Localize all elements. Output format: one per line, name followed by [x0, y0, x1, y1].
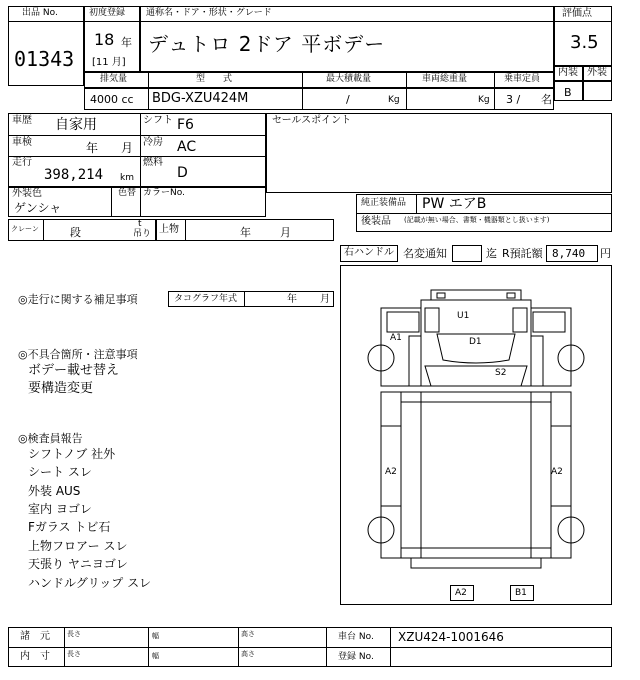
interior-grade: B	[564, 86, 572, 99]
inspection-month-unit: 月	[121, 141, 134, 155]
loading-label: 上物	[159, 224, 179, 235]
fuel-value: D	[177, 165, 188, 181]
exterior-label: 外装	[587, 67, 607, 78]
chassis-number: XZU424-1001646	[398, 630, 504, 644]
inspector-item: Fガラス トビ石	[28, 520, 111, 534]
spec-label-row	[84, 72, 554, 88]
car-name: デュトロ 2ドア 平ボデー	[148, 32, 386, 56]
truck-outline	[341, 266, 611, 604]
gross-weight-unit: Kg	[478, 95, 490, 105]
color-label: 外装色	[12, 188, 42, 199]
name-change-box	[452, 245, 482, 262]
driving-heading: ◎走行に関する補足事項	[18, 293, 138, 306]
inspector-item: 上物フロアー スレ	[28, 539, 128, 553]
crane-label: クレーン	[11, 225, 39, 233]
recycle-label: R預託額	[502, 247, 543, 260]
inspector-item: 天張り ヤニヨゴレ	[28, 557, 128, 571]
loading-year: 年	[240, 226, 251, 239]
score-label: 評価点	[562, 8, 592, 19]
ac-value: AC	[177, 139, 197, 155]
name-change-label: 名変通知	[403, 247, 447, 260]
mileage-unit: km	[120, 173, 134, 183]
aftermarket-label: 後装品	[361, 216, 391, 227]
interior-label: 内装	[558, 67, 578, 78]
history-value: 自家用	[55, 117, 97, 133]
reg-year-unit: 年	[121, 36, 132, 49]
equipment-value: PW エアB	[422, 196, 487, 212]
loading-month: 月	[280, 226, 291, 239]
height-label: 高さ	[241, 630, 255, 638]
name-change-suffix: 迄	[486, 247, 497, 260]
length-label: 長さ	[67, 650, 81, 658]
recycle-unit: 円	[600, 247, 611, 260]
displacement-label: 排気量	[100, 74, 128, 84]
sales-point-label: セールスポイント	[272, 115, 352, 126]
tachograph-label: タコグラフ年式	[174, 294, 238, 304]
damage-mark: S2	[495, 368, 507, 378]
displacement-value: 4000 cc	[90, 93, 134, 106]
width-label: 幅	[152, 652, 159, 660]
lot-label: 出品 No.	[22, 8, 58, 18]
inspector-item: 外装 AUS	[28, 484, 81, 498]
inspector-item: シート スレ	[28, 465, 92, 479]
inspector-item: 室内 ヨゴレ	[28, 502, 92, 516]
inspector-heading: ◎検査員報告	[18, 432, 83, 445]
damage-diagram	[340, 265, 612, 605]
defect-item: ボデー載せ替え	[28, 363, 120, 378]
inspector-item: ハンドルグリップ スレ	[28, 576, 152, 590]
shift-label: シフト	[143, 115, 173, 126]
damage-mark: A2	[551, 467, 563, 477]
first-reg-label: 初度登録	[89, 8, 126, 18]
right-handle: 右ハンドル	[344, 247, 394, 258]
reg-no-label: 登録 No.	[338, 652, 374, 662]
mileage-value: 398,214	[44, 167, 104, 183]
model-label: 型 式	[196, 74, 233, 84]
crane-hang: 吊り	[133, 229, 152, 239]
crane-ton: t	[138, 219, 142, 229]
crane-stage: 段	[70, 226, 81, 239]
lot-number: 01343	[14, 47, 75, 71]
spec-row-label: 諸 元	[20, 631, 50, 642]
max-load-label: 最大積載量	[326, 74, 372, 84]
max-load-unit: Kg	[388, 95, 400, 105]
tachograph-year: 年	[287, 294, 297, 305]
rear-mark: A2	[455, 588, 467, 598]
model-value: BDG-XZU424M	[152, 91, 249, 106]
inspection-label: 車検	[12, 137, 32, 148]
inspection-year-unit: 年	[86, 141, 99, 155]
capacity-unit: 名	[541, 93, 552, 106]
reg-year: 18	[94, 30, 115, 49]
history-label: 車歴	[12, 115, 32, 126]
defect-item: 要構造変更	[28, 381, 94, 396]
width-label: 幅	[152, 632, 159, 640]
shift-value: F6	[177, 117, 194, 133]
capacity-label: 乗車定員	[504, 74, 541, 84]
gross-weight-label: 車両総重量	[422, 74, 468, 84]
exterior-grade-cell	[583, 81, 612, 101]
mileage-label: 走行	[12, 157, 32, 168]
ac-label: 冷房	[143, 137, 163, 148]
max-load-slash: /	[346, 93, 350, 106]
recycle-amount: 8,740	[552, 247, 586, 260]
length-label: 長さ	[67, 630, 81, 638]
color-value: ゲンシャ	[14, 201, 62, 215]
inspector-item: シフトノブ 社外	[28, 447, 116, 461]
inner-row-label: 内 寸	[20, 651, 50, 662]
score-value: 3.5	[570, 32, 599, 53]
reg-month: [11 月]	[92, 57, 126, 68]
damage-mark: A1	[390, 333, 402, 343]
height-label: 高さ	[241, 650, 255, 658]
capacity-value: 3 /	[506, 93, 521, 106]
aftermarket-note: (記載が無い場合、書類・機器類とし扱います)	[404, 216, 550, 224]
damage-mark: U1	[457, 311, 470, 321]
name-label: 通称名・ドア・形状・グレード	[146, 8, 272, 18]
rear-mark: B1	[515, 588, 527, 598]
chassis-label: 車台 No.	[338, 632, 374, 642]
damage-mark: A2	[385, 467, 397, 477]
color-change-label: 色替	[118, 188, 137, 198]
equipment-label: 純正装備品	[361, 198, 407, 208]
defects-heading: ◎不具合箇所・注意事項	[18, 348, 138, 361]
damage-mark: D1	[469, 337, 482, 347]
color-no-label: カラーNo.	[143, 188, 185, 198]
tachograph-month: 月	[320, 294, 330, 305]
fuel-label: 燃料	[143, 157, 163, 168]
